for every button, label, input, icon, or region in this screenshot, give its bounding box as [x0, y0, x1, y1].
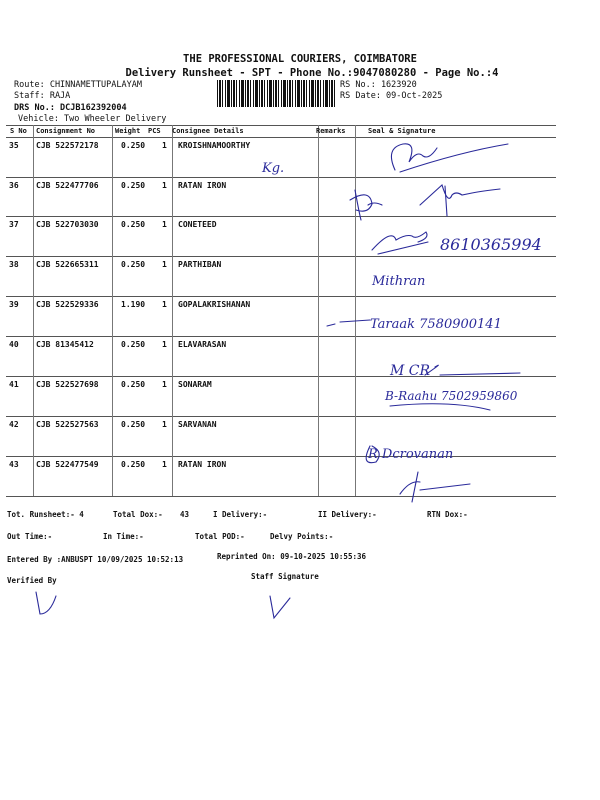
col-header-sno: S No: [10, 127, 27, 135]
cell-consignment: CJB 522527698: [36, 380, 99, 389]
cell-consignee: PARTHIBAN: [178, 260, 222, 269]
cell-weight: 0.250: [121, 141, 146, 150]
cell-pcs: 1: [162, 181, 167, 190]
cell-weight: 0.250: [121, 220, 146, 229]
drs-number: DRS No.: DCJB162392004: [14, 103, 127, 113]
entered-by: Entered By :ANBUSPT 10/09/2025 10:52:13: [7, 555, 184, 564]
cell-sno: 38: [9, 260, 19, 269]
cell-consignment: CJB 522529336: [36, 300, 99, 309]
cell-weight: 0.250: [121, 420, 146, 429]
cell-weight: 0.250: [121, 340, 146, 349]
signature-text-row-41: B-Raahu 7502959860: [385, 389, 518, 403]
in-time: In Time:-: [103, 532, 144, 541]
cell-consignment: CJB 522477549: [36, 460, 99, 469]
vehicle: Vehicle: Two Wheeler Delivery: [18, 114, 167, 124]
verified-signature: [36, 592, 56, 614]
signature-text-row-38: Mithran: [372, 274, 426, 289]
staff: Staff: RAJA: [14, 91, 71, 101]
delvy-points: Delvy Points:-: [270, 532, 334, 541]
tot-runsheet: Tot. Runsheet:- 4: [7, 510, 84, 519]
col-header-pcs: PCS: [148, 127, 161, 135]
i-delivery: I Delivery:-: [213, 510, 268, 519]
cell-sno: 40: [9, 340, 19, 349]
staff-signature-mark: [270, 596, 290, 618]
col-header-consignment: Consignment No: [36, 127, 96, 135]
signature-row-39: [327, 320, 370, 326]
col-header-weight: Weight: [115, 127, 141, 135]
col-header-seal-signature: Seal & Signature: [368, 127, 436, 135]
rtn-dox: RTN Dox:-: [427, 510, 468, 519]
cell-consignee: CONETEED: [178, 220, 217, 229]
cell-weight: 0.250: [121, 181, 146, 190]
cell-consignee: SARVANAN: [178, 420, 217, 429]
cell-weight: 1.190: [121, 300, 146, 309]
signature-row-35: [391, 144, 508, 172]
cell-sno: 37: [9, 220, 19, 229]
cell-pcs: 1: [162, 420, 167, 429]
cell-consignment: CJB 522703030: [36, 220, 99, 229]
reprinted-on: Reprinted On: 09-10-2025 10:55:36: [217, 552, 367, 561]
signature-text-row-40: M CR: [390, 363, 431, 379]
cell-consignment: CJB 522527563: [36, 420, 99, 429]
signature-row-36: [350, 185, 500, 220]
cell-sno: 41: [9, 380, 19, 389]
col-header-consignee: Consignee Details: [172, 127, 244, 135]
cell-consignee: ELAVARASAN: [178, 340, 227, 349]
signature-row-37: [372, 232, 428, 254]
cell-consignee: GOPALAKRISHANAN: [178, 300, 251, 309]
col-header-remarks: Remarks: [316, 127, 346, 135]
cell-sno: 39: [9, 300, 19, 309]
total-dox-value: 43: [180, 510, 190, 519]
verified-by-label: Verified By: [7, 576, 57, 585]
cell-consignment: CJB 81345412: [36, 340, 94, 349]
cell-consignee: RATAN IRON: [178, 460, 227, 469]
cell-sno: 43: [9, 460, 19, 469]
staff-signature-label: Staff Signature: [251, 572, 319, 581]
cell-consignee: RATAN IRON: [178, 181, 227, 190]
rs-date: RS Date: 09-Oct-2025: [340, 91, 443, 101]
cell-consignment: CJB 522572178: [36, 141, 99, 150]
cell-consignee: KROISHNAMOORTHY: [178, 141, 251, 150]
cell-consignment: CJB 522477706: [36, 181, 99, 190]
cell-sno: 42: [9, 420, 19, 429]
cell-pcs: 1: [162, 300, 167, 309]
runsheet-subtitle: Delivery Runsheet - SPT - Phone No.:9047080280 - Page No.:4: [125, 67, 499, 79]
signature-text-row-42: R Dcrovanan: [368, 447, 454, 462]
cell-pcs: 1: [162, 141, 167, 150]
cell-weight: 0.250: [121, 460, 146, 469]
handwritten-note-row-35: Kg.: [262, 161, 285, 176]
cell-pcs: 1: [162, 340, 167, 349]
out-time: Out Time:-: [7, 532, 53, 541]
signature-row-43: [400, 472, 470, 502]
cell-pcs: 1: [162, 220, 167, 229]
cell-pcs: 1: [162, 460, 167, 469]
total-dox-label: Total Dox:-: [113, 510, 163, 519]
cell-consignee: SONARAM: [178, 380, 212, 389]
route: Route: CHINNAMETTUPALAYAM: [14, 80, 142, 90]
ii-delivery: II Delivery:-: [318, 510, 377, 519]
cell-pcs: 1: [162, 380, 167, 389]
signature-text-row-39: Taraak 7580900141: [370, 317, 502, 332]
cell-sno: 35: [9, 141, 19, 150]
cell-consignment: CJB 522665311: [36, 260, 99, 269]
cell-sno: 36: [9, 181, 19, 190]
cell-weight: 0.250: [121, 260, 146, 269]
rs-number: RS No.: 1623920: [340, 80, 417, 90]
signature-text-row-37: 8610365994: [440, 235, 542, 254]
total-pod: Total POD:-: [195, 532, 245, 541]
cell-weight: 0.250: [121, 380, 146, 389]
company-title: THE PROFESSIONAL COURIERS, COIMBATORE: [183, 53, 417, 65]
cell-pcs: 1: [162, 260, 167, 269]
